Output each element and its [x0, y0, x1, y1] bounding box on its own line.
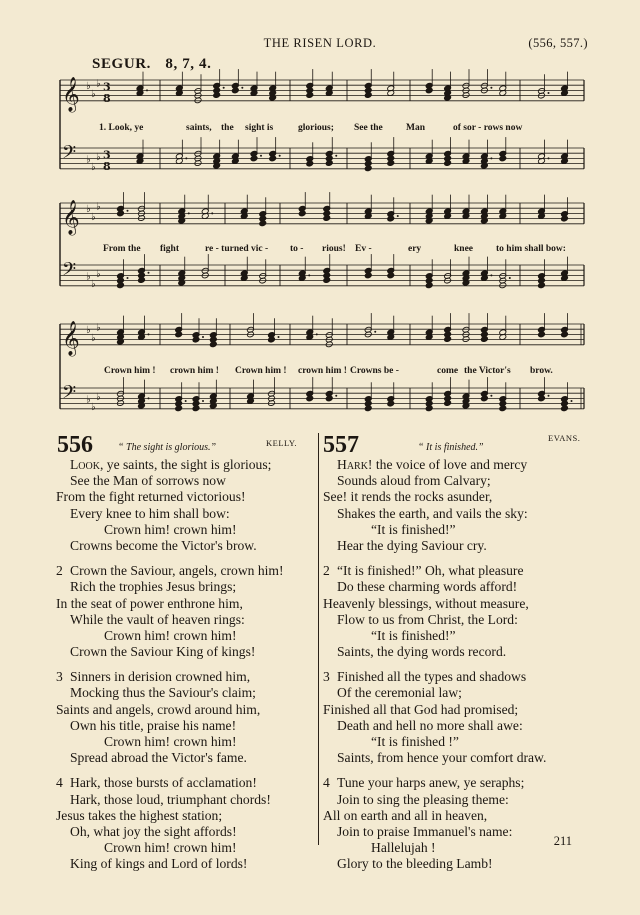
verse-line: Rich the trophies Jesus brings;: [70, 579, 237, 595]
flat-sign: ♭: [96, 151, 101, 163]
verse-line: Every knee to him shall bow:: [70, 505, 230, 521]
dot: [148, 272, 150, 274]
verse-line: Join to sing the pleasing theme:: [337, 791, 509, 807]
lyric-word: Ev -: [355, 244, 372, 254]
lyric-word: 1. Look, ye: [99, 123, 144, 133]
dot: [146, 89, 148, 91]
verse-line: “It is finished!”: [371, 521, 456, 537]
flat-sign: ♭: [96, 391, 101, 403]
verse-line: Sounds aloud from Calvary;: [337, 473, 491, 489]
time-signature: 3: [103, 80, 111, 94]
verse-line: See the Man of sorrows now: [70, 473, 226, 489]
column-divider: [318, 433, 319, 845]
flat-sign: ♭: [86, 325, 91, 337]
hymn-557-composer: EVANS.: [548, 433, 581, 443]
dot: [490, 274, 492, 276]
flat-sign: ♭: [96, 201, 101, 213]
lyric-word: sight is: [245, 123, 274, 133]
flat-sign: ♭: [91, 89, 96, 100]
flat-sign: ♭: [86, 394, 91, 406]
treble-clef-icon: 𝄞: [62, 76, 80, 112]
dot: [316, 333, 318, 335]
dot: [548, 157, 550, 159]
verse-line: Crown him! crown him!: [104, 734, 237, 749]
tune-name: SEGUR.: [92, 56, 152, 72]
verse-line: Hark! the voice of love and mercy: [337, 457, 528, 472]
verse-line: Flow to us from Christ, the Lord:: [337, 611, 518, 627]
lyric-word: Man: [406, 123, 425, 133]
dot: [185, 400, 187, 402]
dot: [202, 336, 204, 338]
lyric-word: From the: [103, 244, 141, 254]
dot: [127, 210, 129, 212]
flat-sign: ♭: [91, 279, 96, 291]
dot: [548, 92, 550, 94]
verse-line: King of kings and Lord of lords!: [70, 856, 248, 872]
hymn-range: (556, 557.): [528, 36, 588, 50]
verse-line: Saints and angels, crowd around him,: [56, 701, 261, 717]
verse-line: Oh, what joy the sight affords!: [70, 823, 237, 839]
verse-line: Crown him! crown him!: [104, 627, 237, 643]
verse-line: 4 Tune your harps anew, ye seraphs;: [323, 775, 525, 791]
flat-sign: ♭: [86, 271, 91, 283]
page-number: 211: [553, 834, 572, 848]
verse-line: 4 Hark, those bursts of acclamation!: [56, 775, 257, 791]
verse-line: “It is finished !”: [371, 734, 459, 749]
lyric-word: brow.: [530, 366, 553, 376]
flat-sign: ♭: [91, 333, 96, 344]
lyric-word: ery: [408, 244, 422, 254]
lyric-word: rious!: [322, 244, 346, 254]
dot: [127, 277, 129, 279]
verse-line: 2 “It is finished!” Oh, what pleasure: [323, 563, 524, 579]
verse-line: Mocking thus the Saviour's claim;: [70, 685, 256, 701]
verse-line: Heavenly blessings, without measure,: [323, 595, 529, 611]
lyric-word: Crown him !: [104, 366, 156, 376]
verse-line: 2 Crown the Saviour, angels, crown him!: [56, 563, 284, 579]
lyric-word: to him shall bow:: [496, 244, 566, 254]
verse-line: Death and hell no more shall awe:: [337, 717, 523, 733]
verse-line: Crown the Saviour King of kings!: [70, 644, 256, 660]
dot: [490, 157, 492, 159]
dot: [148, 333, 150, 335]
lyric-word: fight: [160, 244, 179, 254]
verse-line: Saints, the dying words record.: [337, 644, 507, 660]
dot: [397, 215, 399, 217]
hymn-557-subtitle: “ It is finished.”: [418, 442, 484, 453]
lyric-word: crown him !: [298, 366, 347, 376]
verse-line: Of the ceremonial law;: [337, 685, 462, 701]
flat-sign: ♭: [86, 81, 91, 93]
dot: [188, 212, 190, 214]
tune-meter: 8, 7, 4.: [165, 56, 212, 72]
lyric-word: saints,: [186, 123, 212, 133]
verse-line: Hear the dying Saviour cry.: [337, 537, 487, 553]
lyric-word: Crown him !: [235, 366, 287, 376]
flat-sign: ♭: [91, 402, 96, 414]
lyric-word: of sor - rows now: [453, 123, 523, 133]
flat-sign: ♭: [86, 204, 91, 216]
dot: [490, 87, 492, 89]
lyric-word: knee: [454, 244, 473, 254]
dot: [308, 274, 310, 276]
verse-line: Crowns become the Victor's brow.: [70, 537, 257, 553]
bass-clef-icon: 𝄢: [62, 382, 77, 408]
hymn-556-composer: KELLY.: [266, 438, 298, 448]
dot: [335, 395, 337, 397]
flat-sign: ♭: [91, 162, 96, 174]
hymn-557-number: 557: [323, 432, 359, 458]
verse-line: Join to praise Immanuel's name:: [337, 823, 513, 839]
dot: [548, 395, 550, 397]
flat-sign: ♭: [96, 322, 101, 334]
dot: [241, 87, 243, 89]
dot: [335, 155, 337, 157]
dot: [509, 277, 511, 279]
dot: [571, 400, 573, 402]
lyric-word: Crowns be -: [350, 366, 399, 376]
lyric-word: crown him !: [170, 366, 219, 376]
verse-line: Finished all that God had promised;: [323, 701, 519, 717]
verse-line: Do these charming words afford!: [337, 579, 518, 595]
running-title: THE RISEN LORD.: [263, 36, 377, 50]
verse-line: 3 Sinners in derision crowned him,: [56, 669, 251, 685]
lyric-word: to -: [290, 244, 304, 254]
verse-line: Glory to the bleeding Lamb!: [337, 856, 493, 872]
verse-line: From the fight returned victorious!: [56, 489, 246, 505]
hymn-556-subtitle: “ The sight is glorious.”: [118, 442, 217, 453]
bass-clef-icon: 𝄢: [62, 142, 77, 168]
verse-line: Saints, from hence your comfort draw.: [337, 750, 547, 766]
verse-line: In the seat of power enthrone him,: [56, 595, 243, 611]
dot: [374, 331, 376, 333]
dot: [211, 212, 213, 214]
verse-line: Own his title, praise his name!: [70, 717, 237, 733]
flat-sign: ♭: [96, 78, 101, 90]
verse-line: See! it rends the rocks asunder,: [323, 489, 493, 505]
verse-line: Spread abroad the Victor's fame.: [70, 750, 247, 766]
dot: [148, 397, 150, 399]
verse-line: Crown him! crown him!: [104, 840, 237, 856]
dot: [490, 395, 492, 397]
verse-line: Hark, those loud, triumphant chords!: [70, 791, 271, 807]
verse-line: All on earth and all in heaven,: [323, 807, 488, 823]
verse-line: Look, ye saints, the sight is glorious;: [70, 457, 272, 472]
flat-sign: ♭: [86, 154, 91, 166]
verse-line: Crown him! crown him!: [104, 521, 237, 537]
lyric-word: glorious;: [298, 123, 334, 133]
verse-line: 3 Finished all the types and shadows: [323, 669, 527, 685]
treble-clef-icon: 𝄞: [62, 199, 80, 235]
hymn-556-text: [56, 457, 284, 873]
verse-line: Shakes the earth, and vails the sky:: [337, 505, 528, 521]
hymn-557-text: [323, 457, 546, 873]
verse-line: Hallelujah !: [371, 840, 436, 856]
time-signature: 3: [103, 148, 111, 162]
flat-sign: ♭: [96, 268, 101, 280]
verse-line: “It is finished!”: [371, 627, 456, 643]
dot: [202, 400, 204, 402]
time-signature: 8: [103, 159, 111, 173]
dot: [278, 336, 280, 338]
lyric-word: the: [221, 123, 234, 133]
lyric-word: re - turned vic -: [205, 244, 269, 254]
lyric-word: the Victor's: [464, 366, 511, 376]
lyric-word: See the: [354, 123, 383, 133]
flat-sign: ♭: [91, 212, 96, 223]
dot: [279, 155, 281, 157]
treble-clef-icon: 𝄞: [62, 320, 80, 356]
dot: [223, 87, 225, 89]
lyric-word: come: [437, 366, 459, 376]
hymn-556-number: 556: [57, 432, 93, 458]
time-signature: 8: [103, 91, 111, 105]
bass-clef-icon: 𝄢: [62, 259, 77, 285]
verse-line: Jesus takes the highest station;: [56, 807, 223, 823]
verse-line: While the vault of heaven rings:: [70, 611, 245, 627]
dot: [260, 155, 262, 157]
dot: [185, 157, 187, 159]
